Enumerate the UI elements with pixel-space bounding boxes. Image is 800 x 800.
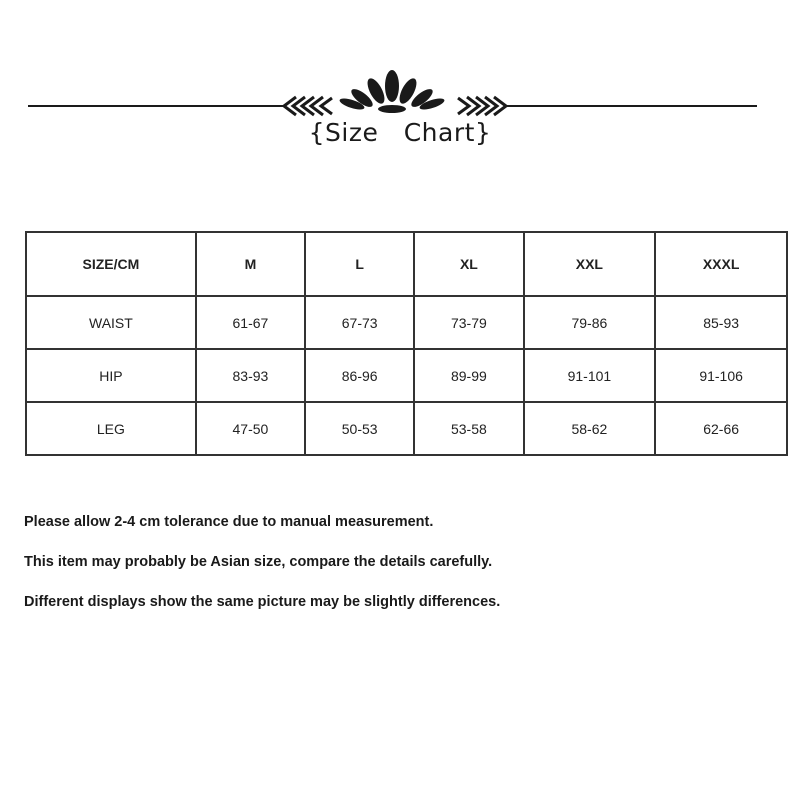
table-cell: 73-79 [414, 296, 523, 349]
table-cell: 91-106 [655, 349, 787, 402]
table-cell: 47-50 [196, 402, 305, 455]
table-cell: 62-66 [655, 402, 787, 455]
column-header: M [196, 232, 305, 296]
note-asian-size: This item may probably be Asian size, compare the details carefully. [24, 554, 493, 570]
column-header: SIZE/CM [26, 232, 196, 296]
size-table [25, 231, 788, 456]
table-row [26, 402, 787, 455]
row-label: LEG [26, 402, 196, 455]
table-cell: 91-101 [524, 349, 656, 402]
table-cell: 58-62 [524, 402, 656, 455]
table-cell: 83-93 [196, 349, 305, 402]
row-label: HIP [26, 349, 196, 402]
row-label: WAIST [26, 296, 196, 349]
column-header: XXXL [655, 232, 787, 296]
notes-section [24, 512, 500, 632]
table-cell: 79-86 [524, 296, 656, 349]
page-title: {Size Chart} [308, 118, 492, 147]
table-cell: 61-67 [196, 296, 305, 349]
table-cell: 89-99 [414, 349, 523, 402]
table-cell: 53-58 [414, 402, 523, 455]
note-tolerance: Please allow 2-4 cm tolerance due to manual measurement. [24, 514, 434, 530]
table-cell: 67-73 [305, 296, 414, 349]
column-header: XL [414, 232, 523, 296]
note-display-difference: Different displays show the same picture may be slightly differences. [24, 594, 501, 610]
table-cell: 50-53 [305, 402, 414, 455]
table-row [26, 349, 787, 402]
table-header-row [26, 232, 787, 296]
table-cell: 86-96 [305, 349, 414, 402]
column-header: L [305, 232, 414, 296]
table-row [26, 296, 787, 349]
table-cell: 85-93 [655, 296, 787, 349]
column-header: XXL [524, 232, 656, 296]
